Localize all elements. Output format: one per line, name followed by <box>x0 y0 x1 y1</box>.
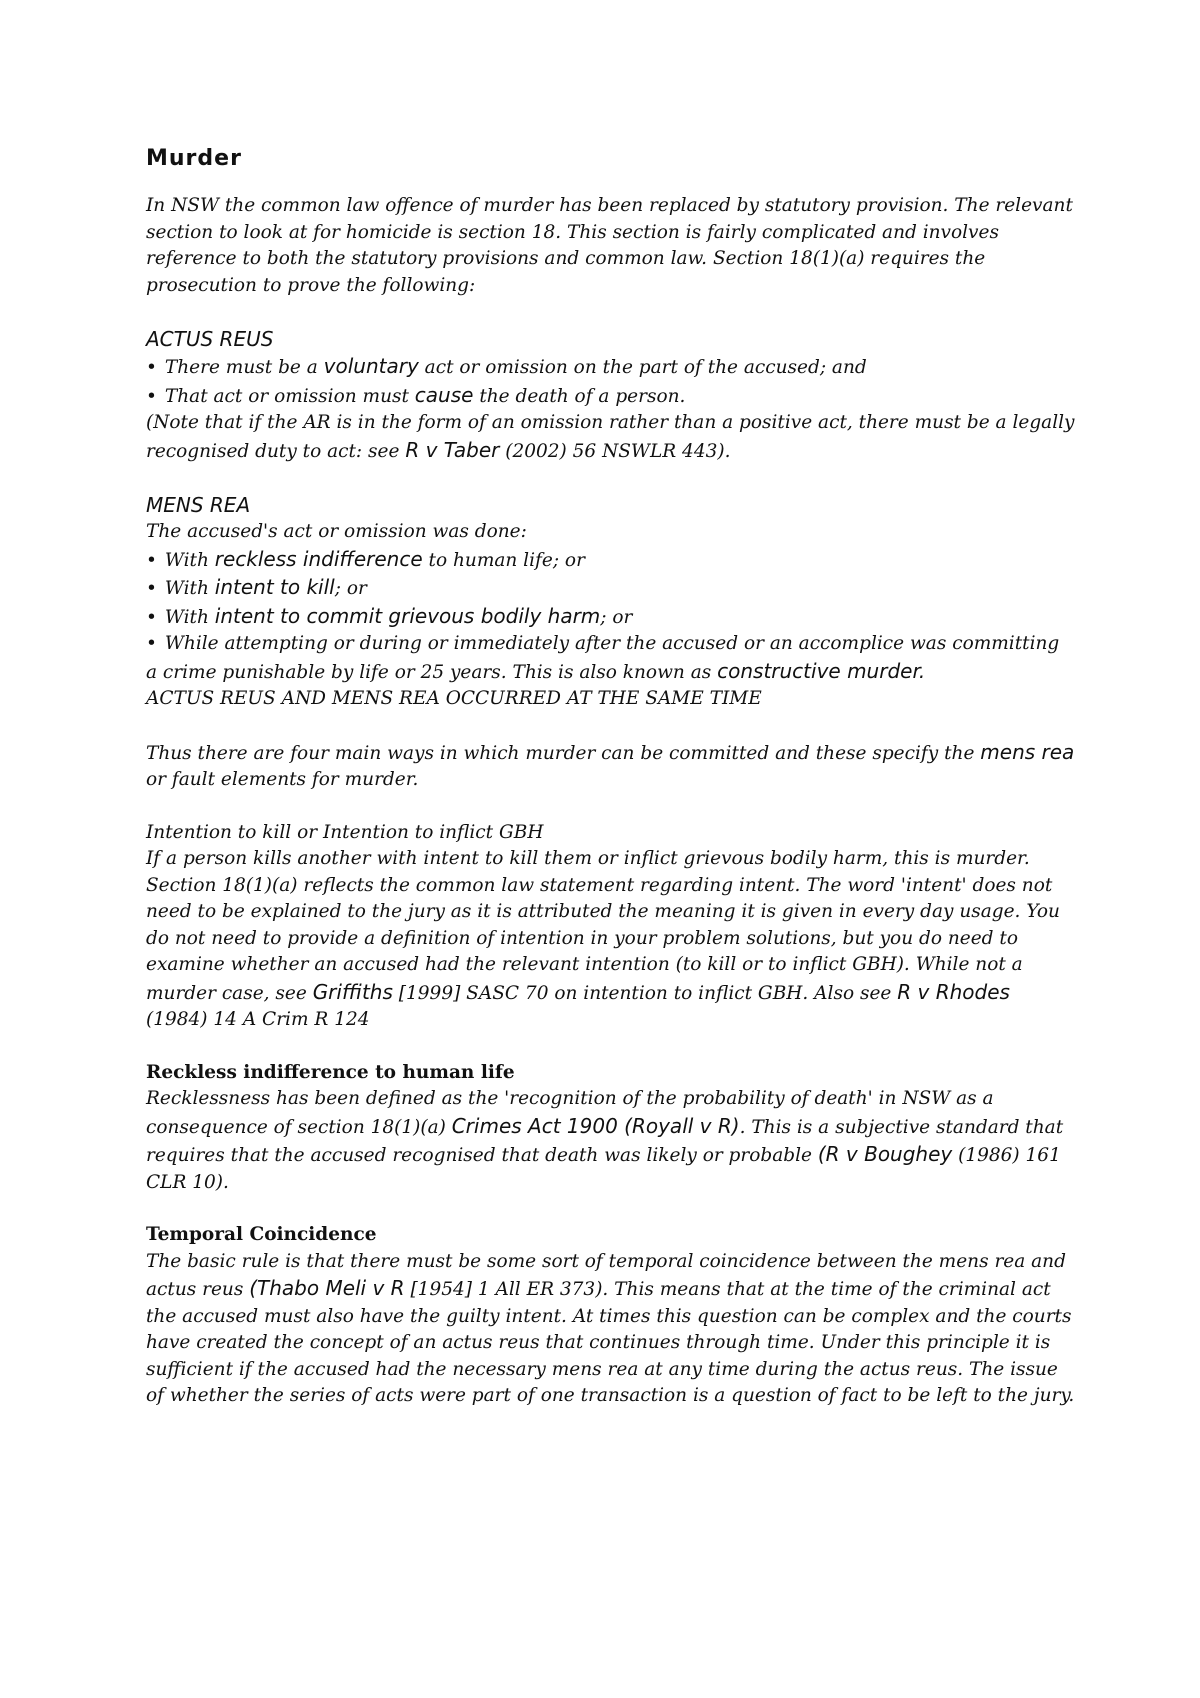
actus-reus-heading: ACTUS REUS <box>146 327 274 351</box>
term-intent-to-kill: intent to kill <box>214 575 335 599</box>
text-run: If a person kills another with intent to kill them or inflict grievous bodily harm, this is murder. Section 18(1)(a) reflects the common law statement regarding intent. The word 'intent' does not need to be explained to the jury as it is attributed the meaning it is given in every day usage. You do not need to provide a definition of intention in your problem solutions, but you do need to examine whether an accused had the relevant intention (to kill or to inflict GBH). While not a murder case, see <box>146 848 1060 1004</box>
intention-paragraph <box>146 846 1076 1034</box>
list-item <box>146 631 1076 686</box>
mens-rea-list <box>146 546 1076 687</box>
omission-note <box>146 410 1076 465</box>
term-intent-gbh: intent to commit grievous bodily harm <box>214 603 601 628</box>
text-run: (1986) 161 CLR 10). <box>146 1145 1061 1193</box>
text-run: [1999] SASC 70 on intention to inflict GBH. Also see <box>392 982 898 1004</box>
text-run: While attempting or during or immediately after the accused or an accomplice was committing a crime punishable by life or 25 years. This is also known as <box>146 633 1060 683</box>
text-run: the death of a person. <box>473 385 686 407</box>
case-name: R v Rhodes <box>897 979 1010 1004</box>
text-run: (2002) 56 NSWLR 443). <box>499 440 731 462</box>
term-cause: cause <box>414 382 474 407</box>
reckless-heading: Reckless indifference to human life <box>146 1061 515 1083</box>
text-run: With <box>164 606 215 628</box>
intro-paragraph: In NSW the common law offence of murder has been replaced by statutory provision. The relevant section to look at for homicide is section 18. This section is fairly complicated and involves reference to both the statutory provisions and common law. Section 18(1)(a) requires the prosecution to prove the following: <box>146 195 1073 296</box>
text-run: With <box>164 578 215 599</box>
page-title: Murder <box>146 146 242 171</box>
text-run: ; or <box>600 606 633 628</box>
same-time-statement: ACTUS REUS AND MENS REA OCCURRED AT THE SAME TIME <box>146 688 762 709</box>
case-name: R v Taber <box>405 437 500 462</box>
term-reckless-indifference: reckless indifference <box>214 546 423 571</box>
four-ways-paragraph <box>146 739 1076 794</box>
list-item <box>146 574 1076 603</box>
term-mens-rea: mens rea <box>980 739 1075 764</box>
text-run: With <box>164 549 215 571</box>
text-run: . This is a subjective standard that requires that the accused recognised that death was likely or probable <box>146 1116 1064 1166</box>
text-run: act or omission on the part of the accused; and <box>418 357 867 378</box>
temporal-heading: Temporal Coincidence <box>146 1224 377 1245</box>
list-item <box>146 546 1076 575</box>
intention-heading: Intention to kill or Intention to inflict GBH <box>146 821 544 843</box>
mens-rea-lead: The accused's act or omission was done: <box>146 521 527 542</box>
list-item <box>146 603 1076 632</box>
document-body <box>146 146 1076 1410</box>
text-run: ; or <box>334 578 367 599</box>
text-run: (Note that if the AR is in the form of an omission rather than a positive act, there must be a legally recognised duty to act: see <box>146 412 1075 462</box>
text-run: There must be a <box>164 357 324 378</box>
case-name: (Thabo Meli v R <box>249 1276 405 1300</box>
list-item <box>146 382 1076 411</box>
temporal-paragraph <box>146 1249 1076 1410</box>
reckless-paragraph <box>146 1086 1076 1196</box>
text-run: Recklessness has been defined as the 'recognition of the probability of death' in NSW as a consequence of section 18(1)(a) <box>146 1088 994 1138</box>
text-run: or fault elements for murder. <box>146 769 419 790</box>
text-run: (1984) 14 A Crim R 124 <box>146 1009 370 1030</box>
mens-rea-heading: MENS REA <box>146 493 251 517</box>
text-run: The basic rule is that there must be some sort of temporal coincidence between the mens rea and actus reus <box>146 1250 1066 1300</box>
term-voluntary: voluntary <box>323 354 419 378</box>
text-run: [1954] 1 All ER 373). This means that at the time of the criminal act the accused must also have the guilty intent. At times this question can be complex and the courts have created the concept of an actus reus that continues through time. Under this principle it is sufficient if the accused had the necessary mens rea at any time during the actus reus. The issue of whether the series of acts were part of one transaction is a question of fact to be left to the jury. <box>146 1279 1075 1406</box>
text-run: to human life; or <box>422 549 585 571</box>
term-constructive-murder: constructive murder. <box>717 658 926 683</box>
actus-reus-list <box>146 353 1076 410</box>
statute-name: Crimes Act 1900 (Royall v R) <box>451 1113 740 1138</box>
case-name: Griffiths <box>312 979 393 1004</box>
list-item <box>146 353 1076 382</box>
text-run: That act or omission must <box>164 385 415 407</box>
case-name: (R v Boughey <box>817 1142 953 1166</box>
text-run: Thus there are four main ways in which murder can be committed and these specify the <box>146 742 981 764</box>
